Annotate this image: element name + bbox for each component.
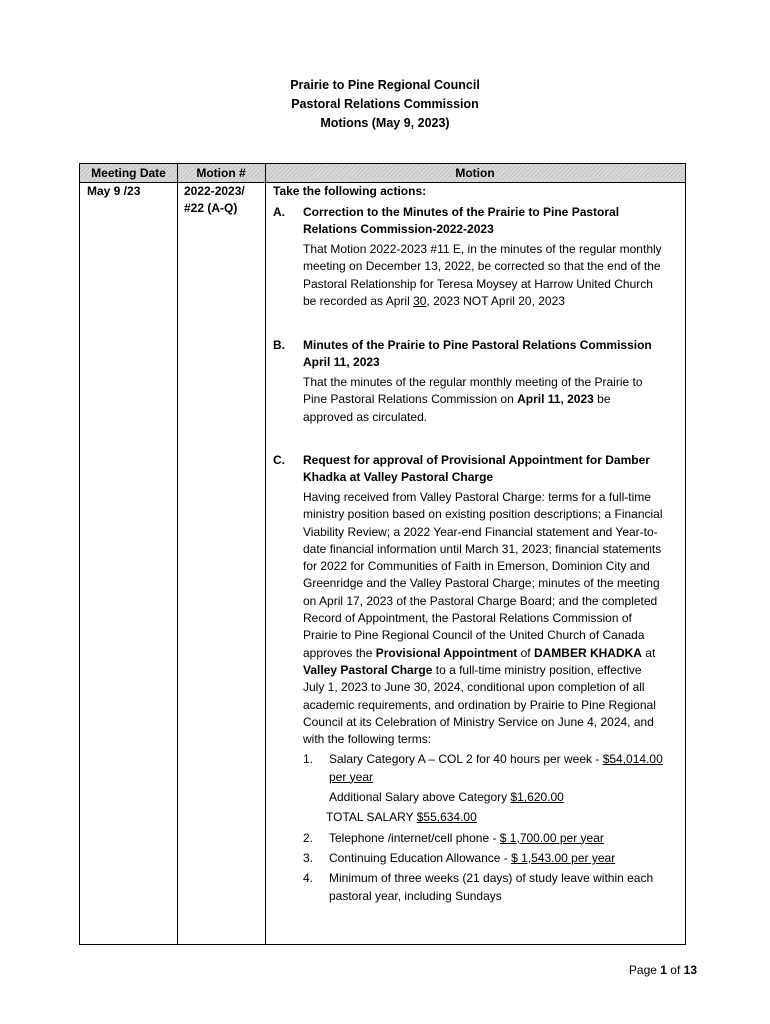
- table-header-row: [80, 164, 685, 183]
- term-telephone: 2. Telephone /internet/cell phone - $ 1,700.00 per year: [303, 830, 604, 845]
- column-divider: [177, 164, 178, 944]
- item-letter: A.: [273, 205, 285, 219]
- meeting-date: May 9 /23: [87, 184, 141, 198]
- item-text: That the minutes of the regular monthly meeting of the Prairie to Pine Pastoral Relations Commission on April 11, 2023 be approved as circulated.: [303, 375, 643, 424]
- motions-date: Motions (May 9, 2023): [320, 116, 450, 130]
- item-heading: Minutes of the Prairie to Pine Pastoral Relations Commission April 11, 2023: [303, 338, 652, 369]
- page-number: Page 1 of 13: [628, 963, 697, 977]
- motion-number: 2022-2023/ #22 (A-Q): [184, 184, 245, 216]
- term-study-leave: 4. Minimum of three weeks (21 days) of study leave within each pastoral year, including Sundays: [303, 871, 654, 903]
- item-text: Having received from Valley Pastoral Charge: terms for a full-time ministry position based on existing position descriptions; a Financial Viability Review; a 2022 Year-end Financial statement and Year-to-date financial information until March 31, 2023; financial statements for 2022 for Communities of Faith in Emerson, Dominion City and Greenridge and the Valley Pastoral Charge; minutes of the meeting on April 17, 2023 of the Pastoral Charge Board; and the completed Record of Appointment, the Pastoral Relations Commission of Prairie to Pine Regional Council of the United Church of Canada approves the Provisional Appointment of DAMBER KHADKA at Valley Pastoral Charge to a full-time ministry position, effective July 1, 2023 to June 30, 2024, conditional upon completion of all academic requirements, and ordination by Prairie to Pine Regional Council at its Celebration of Ministry Service on June 4, 2024, and with the following terms:: [303, 490, 663, 747]
- additional-salary: Additional Salary above Category $1,620.00: [329, 790, 564, 805]
- motion-item-c: [273, 452, 663, 905]
- item-text: That Motion 2022-2023 #11 E, in the minutes of the regular monthly meeting on December 13, 2022, be corrected so that the end of the Pastoral Relationship for Teresa Moysey at Harrow United Church be recorded as April 30, 2023 NOT April 20, 2023: [303, 242, 662, 308]
- col-meeting-date: Meeting Date: [91, 166, 166, 180]
- col-motion-number: Motion #: [196, 166, 246, 180]
- commission-name: Pastoral Relations Commission: [291, 97, 479, 111]
- item-letter: C.: [273, 453, 285, 467]
- col-motion: Motion: [455, 166, 495, 180]
- motion-item-b: [273, 337, 663, 426]
- total-salary: TOTAL SALARY $55,634.00: [326, 810, 477, 825]
- council-name: Prairie to Pine Regional Council: [290, 78, 480, 92]
- motion-intro: Take the following actions:: [273, 184, 427, 198]
- item-letter: B.: [273, 338, 285, 352]
- motion-item-a: [273, 204, 663, 310]
- term-salary: 1. Salary Category A – COL 2 for 40 hours per week - $54,014.00 per year Additional Salary above Category $1,620.00 TOTAL SALARY $55,634.00: [303, 751, 663, 826]
- term-education: 3. Continuing Education Allowance - $ 1,543.00 per year: [303, 850, 616, 865]
- terms-list: [303, 751, 663, 904]
- item-heading: Request for approval of Provisional Appointment for Damber Khadka at Valley Pastoral Charge: [303, 453, 650, 484]
- document-title: [0, 76, 770, 133]
- motions-table: [79, 163, 686, 945]
- column-divider: [265, 164, 266, 944]
- item-heading: Correction to the Minutes of the Prairie to Pine Pastoral Relations Commission-2022-2023: [303, 205, 620, 236]
